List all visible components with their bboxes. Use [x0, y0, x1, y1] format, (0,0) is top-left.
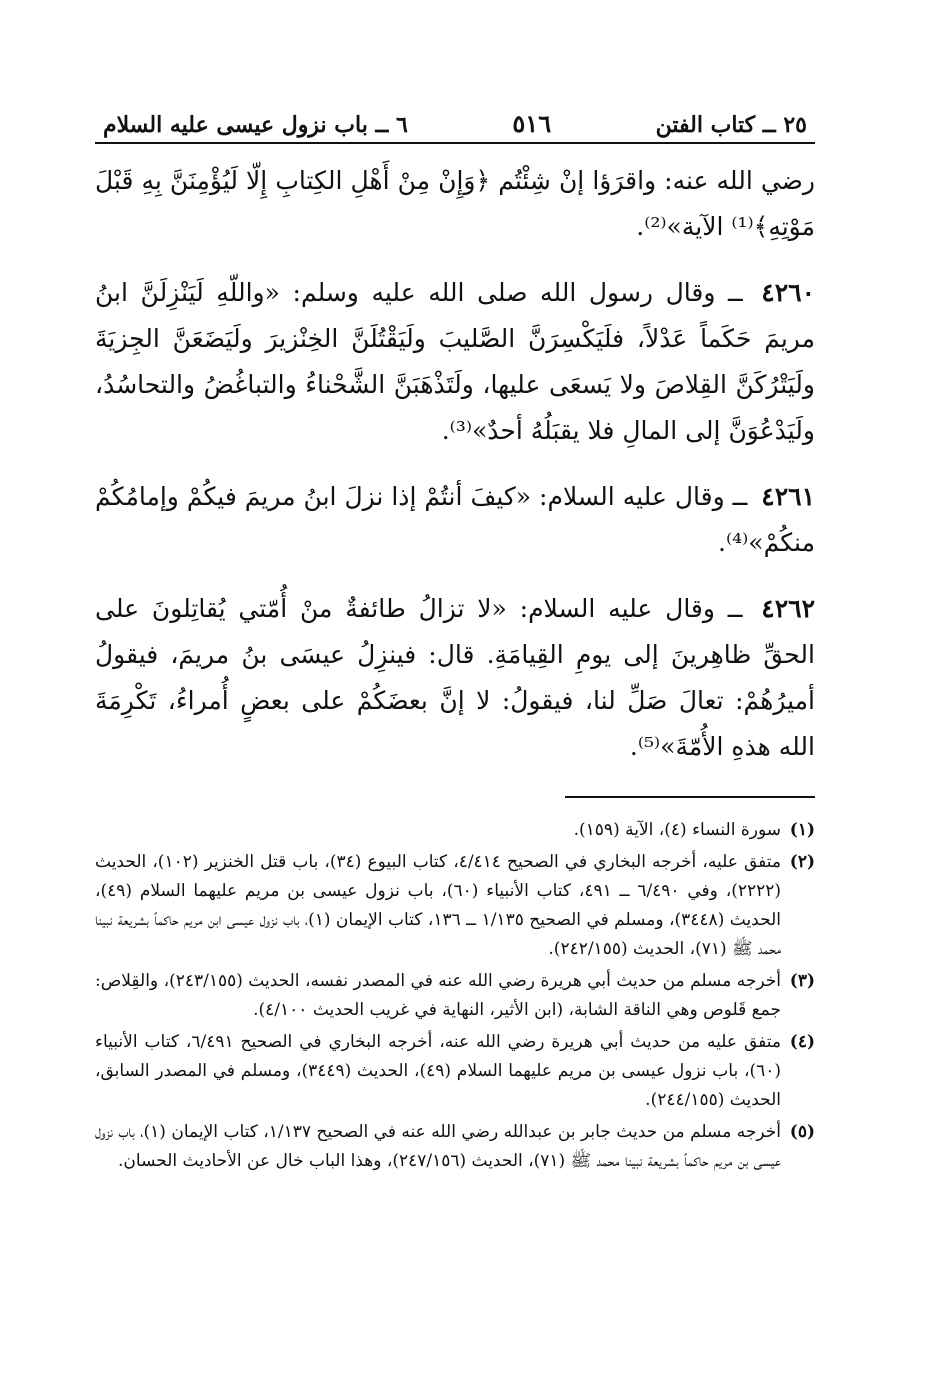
footnote — [95, 1028, 815, 1115]
hadith-number: ٤٢٦٠ — [761, 278, 815, 307]
footnote — [95, 816, 815, 845]
page — [95, 100, 815, 1179]
hadith-4261 — [95, 474, 815, 566]
section-title: ٦ ــ باب نزول عيسى عليه السلام — [103, 112, 408, 138]
hadith-number: ٤٢٦١ — [761, 482, 816, 511]
footnote — [95, 1118, 815, 1176]
hadith-text: ــ وقال رسول الله صلى الله عليه وسلم: «واللّهِ لَيَنْزِلَنَّ ابنُ مريمَ حَكَماً عَدْلاً، فلَيَكْسِرَنَّ الصَّليبَ ولَيَقْتُلَنَّ الخِنْزيرَ ولَيَضَعَنَّ الجِزيَةَ ولَيَتْرُكَنَّ القِلاصَ ولا يَسعَى عليها، ولَتَذْهَبَنَّ الشَّحْناءُ والتباغُضُ والتحاسُدُ، ولَيَدْعُوَنَّ إلى المالِ فلا يقبَلُهُ أحدٌ»⁽³⁾. — [95, 278, 815, 445]
footnote-text: أخرجه مسلم من حديث أبي هريرة رضي الله عنه في المصدر نفسه، الحديث (٢٤٣/١٥٥)، والقِلاص: جمع قَلوص وهي الناقة الشابة، (ابن الأثير، النهاية في غريب الحديث ٤/١٠٠). — [95, 971, 781, 1020]
footnotes — [95, 816, 815, 1176]
paragraph-text: رضي الله عنه: واقرَؤا إنْ شِئْتُم ﴿وَإِنْ مِنْ أَهْلِ الكِتابِ إِلّا لَيُؤْمِنَنَّ بِهِ قَبْلَ مَوْتِهِ﴾⁽¹⁾ الآية»⁽²⁾. — [95, 166, 815, 241]
hadith-text: ــ وقال عليه السلام: «كيفَ أنتُمْ إذا نزلَ ابنُ مريمَ فيكُمْ وإمامُكُمْ منكُمْ»⁽⁴⁾. — [95, 482, 815, 557]
footnote-text: متفق عليه من حديث أبي هريرة رضي الله عنه، أخرجه البخاري في الصحيح ٦/٤٩١، كتاب الأنبياء (٦٠)، باب نزول عيسى بن مريم عليهما السلام (٤٩)، الحديث (٣٤٤٩)، ومسلم في المصدر السابق، الحديث (٢٤٤/١٥٥). — [95, 1032, 781, 1110]
footnote-number: (٥) — [789, 1122, 815, 1142]
footnote-text: أخرجه مسلم من حديث جابر بن عبدالله رضي الله عنه في الصحيح ١/١٣٧، كتاب الإيمان (١)، باب نزول عيسى بن مريم حاكماً بشريعة نبينا محمد ﷺ (٧١)، الحديث (٢٤٧/١٥٦)، وهذا الباب خال عن الأحاديث الحسان. — [95, 1122, 781, 1171]
footnote — [95, 848, 815, 964]
footnote-number: (٣) — [789, 971, 815, 991]
hadith-number: ٤٢٦٢ — [761, 594, 815, 623]
footnote-text: سورة النساء (٤)، الآية (١٥٩). — [573, 820, 781, 840]
hadith-4262 — [95, 586, 815, 770]
paragraph — [95, 158, 815, 250]
footnote-number: (١) — [789, 820, 815, 840]
footnote-text: متفق عليه، أخرجه البخاري في الصحيح ٤/٤١٤، كتاب البيوع (٣٤)، باب قتل الخنزير (١٠٢)، الحديث (٢٢٢٢)، وفي ٦/٤٩٠ ــ ٤٩١، كتاب الأنبياء (٦٠)، باب نزول عيسى بن مريم عليهما السلام (٤٩)، الحديث (٣٤٤٨)، ومسلم في الصحيح ١/١٣٥ ــ ١٣٦، كتاب الإيمان (١)، باب نزول عيسى ابن مريم حاكماً بشريعة نبينا محمد ﷺ (٧١)، الحديث (٢٤٢/١٥٥). — [95, 852, 781, 959]
footnote — [95, 967, 815, 1025]
chapter-title: ٢٥ ــ كتاب الفتن — [655, 112, 807, 138]
footnote-number: (٢) — [789, 852, 815, 872]
page-number: ٥١٦ — [512, 109, 552, 138]
main-text — [95, 158, 815, 770]
hadith-4260 — [95, 270, 815, 454]
footnote-number: (٤) — [789, 1032, 815, 1052]
running-header — [95, 100, 815, 144]
hadith-text: ــ وقال عليه السلام: «لا تزالُ طائفةٌ منْ أُمّتي يُقاتِلونَ على الحقِّ ظاهِرينَ إلى يومِ القِيامَةِ. قال: فينزِلُ عيسَى بنُ مريمَ، فيقولُ أميرُهُمْ: تعالَ صَلِّ لنا، فيقولُ: لا إنَّ بعضَكُمْ على بعضٍ أُمراءُ، تَكْرِمَةَ الله هذهِ الأُمّةَ»⁽⁵⁾. — [95, 594, 815, 761]
footnote-divider — [565, 796, 815, 798]
